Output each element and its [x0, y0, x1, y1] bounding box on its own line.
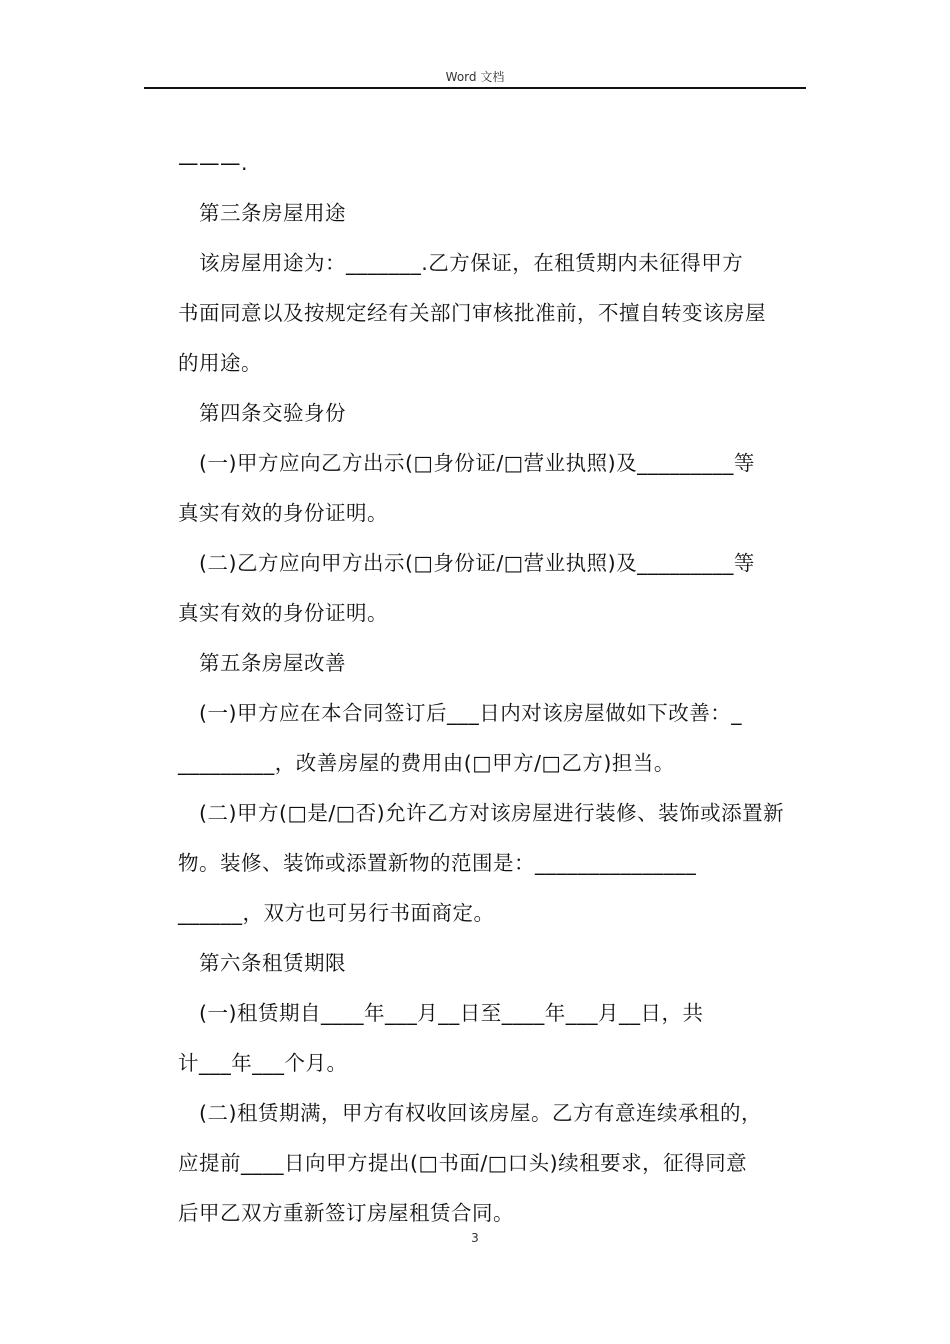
- text-line: ______，双方也可另行书面商定。: [178, 901, 495, 925]
- page-header-title: Word 文档: [445, 70, 505, 84]
- text-line: 该房屋用途为：_______.乙方保证，在租赁期内未征得甲方: [199, 251, 744, 275]
- header-divider: [144, 87, 806, 89]
- text-line: ———.: [178, 151, 249, 175]
- section-heading: 第四条交验身份: [199, 401, 346, 425]
- text-line: 真实有效的身份证明。: [178, 501, 388, 525]
- text-line: (一)甲方应在本合同签订后___日内对该房屋做如下改善：_: [199, 701, 742, 725]
- text-line: 真实有效的身份证明。: [178, 601, 388, 625]
- text-line: 书面同意以及按规定经有关部门审核批准前，不擅自转变该房屋: [178, 301, 766, 325]
- text-line: (一)租赁期自____年___月__日至____年___月__日，共: [199, 1001, 704, 1025]
- text-line: 后甲乙双方重新签订房屋租赁合同。: [178, 1201, 514, 1225]
- text-line: _________，改善房屋的费用由(□甲方/□乙方)担当。: [178, 751, 675, 775]
- page-number: 3: [471, 1231, 479, 1245]
- text-line: (一)甲方应向乙方出示(□身份证/□营业执照)及_________等: [199, 451, 755, 475]
- section-heading: 第三条房屋用途: [199, 201, 346, 225]
- text-line: 计___年___个月。: [178, 1051, 348, 1075]
- text-line: 物。装修、装饰或添置新物的范围是：_______________: [178, 851, 697, 875]
- text-line: (二)租赁期满，甲方有权收回该房屋。乙方有意连续承租的，: [199, 1101, 762, 1125]
- text-line: (二)乙方应向甲方出示(□身份证/□营业执照)及_________等: [199, 551, 755, 575]
- text-line: (二)甲方(□是/□否)允许乙方对该房屋进行装修、装饰或添置新: [199, 801, 785, 825]
- section-heading: 第五条房屋改善: [199, 651, 346, 675]
- text-line: 的用途。: [178, 351, 262, 375]
- text-line: 应提前____日向甲方提出(□书面/□口头)续租要求，征得同意: [178, 1151, 748, 1175]
- section-heading: 第六条租赁期限: [199, 951, 346, 975]
- document-body: [178, 138, 806, 1238]
